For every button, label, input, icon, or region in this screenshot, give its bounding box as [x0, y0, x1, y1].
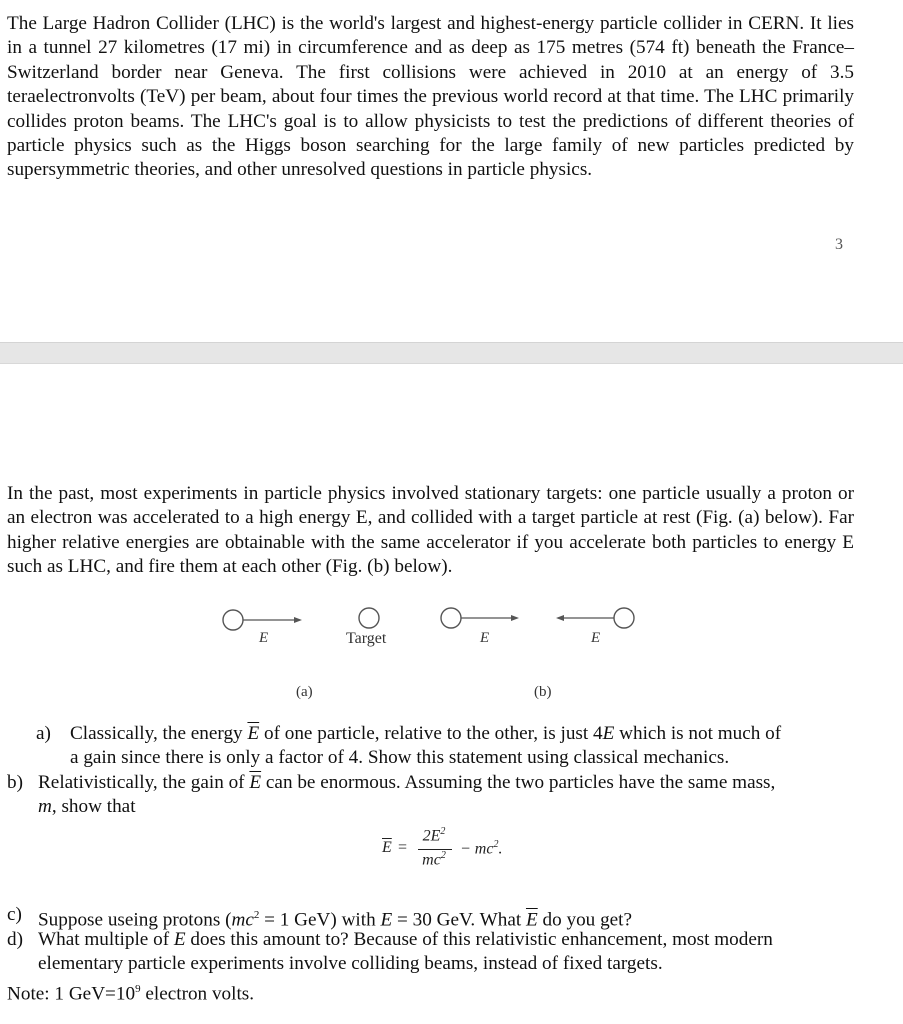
figure-a-energy-label: E — [259, 630, 269, 646]
figure-b-left-arrow-head — [511, 615, 519, 621]
page-number: 3 — [835, 236, 843, 253]
collision-figure — [0, 598, 903, 658]
question-a — [36, 722, 856, 772]
formula-numerator: $2E^2$ — [422, 826, 446, 845]
formula-denominator: $mc^2$ — [422, 850, 446, 869]
question-b-line1: Relativistically, the gain of $\overline{E}$ can be enormous. Assuming the two particles have the same mass, — [38, 772, 776, 793]
question-b-letter: b) — [7, 772, 23, 793]
e-bar-symbol: $\overline{E}$ — [525, 909, 538, 931]
question-d-line2: elementary particle experiments involve colliding beams, instead of fixed targets. — [38, 953, 663, 974]
intro-paragraph: The Large Hadron Collider (LHC) is the world's largest and highest-energy particle collider in CERN. It lies in a tunnel 27 kilometres (17 mi) in circumference and as deep as 175 metres (574 ft) beneath the France–Switzerland border near Geneva. The first collisions were achieved in 2010 at an energy of 3.5 teraelectronvolts (TeV) per beam, about four times the previous world record at that time. The LHC primarily collides proton beams. The LHC's goal is to allow physicists to test the predictions of different theories of particle physics such as the Higgs boson searching for the large family of new particles predicted by supersymmetric theories, and other unresolved questions in particle physics. — [7, 13, 854, 181]
page-break-divider — [0, 342, 903, 364]
question-d — [7, 928, 857, 978]
question-c-letter: c) — [7, 904, 22, 925]
figure-target-label: Target — [346, 630, 387, 647]
figure-caption-a: (a) — [296, 684, 313, 700]
note-line: Note: 1 $GeV=10^9$ electron volts. — [7, 983, 255, 1005]
figure-b-right-arrow-head — [556, 615, 564, 621]
formula-lhs: $\overline{E}$ — [382, 839, 392, 856]
figure-a-particle — [223, 610, 243, 630]
question-c-text: Suppose useing protons ($mc^2 = 1$ GeV) with E = 30 GeV. What $\overline{E}$ do you get? — [38, 909, 633, 931]
e-bar-symbol: $\overline{E}$ — [249, 772, 262, 793]
figure-b-right-particle — [614, 608, 634, 628]
figure-b-left-particle — [441, 608, 461, 628]
figure-a-arrow-head — [294, 617, 302, 623]
question-a-line1: Classically, the energy $\overline{E}$ of one particle, relative to the other, is just 4E which is not much of — [70, 723, 782, 744]
question-a-letter: a) — [36, 723, 51, 744]
figure-caption-b: (b) — [534, 684, 552, 700]
question-d-line1: What multiple of E does this amount to? Because of this relativistic enhancement, most modern — [38, 929, 773, 950]
formula-tail: − $mc^2$. — [460, 839, 503, 858]
question-c — [7, 903, 857, 929]
question-b-line2: m, show that — [38, 796, 136, 817]
question-b — [7, 771, 857, 821]
question-a-line2: a gain since there is only a factor of 4. Show this statement using classical mechanics. — [70, 747, 730, 768]
formula-e-bar — [376, 826, 536, 872]
figure-b-energy-right-label: E — [591, 630, 601, 646]
formula-equals: = — [398, 839, 408, 856]
question-d-letter: d) — [7, 929, 23, 950]
problem-intro-paragraph: In the past, most experiments in particle physics involved stationary targets: one particle usually a proton or an electron was accelerated to a high energy E, and collided with a target particle at rest (Fig. (a) below). Far higher relative energies are obtainable with the same accelerator if you accelerate both particles to energy E such as LHC, and fire them at each other (Fig. (b) below). — [7, 483, 854, 578]
e-bar-symbol: $\overline{E}$ — [247, 723, 260, 744]
figure-b-energy-left-label: E — [480, 630, 490, 646]
figure-a-target — [359, 608, 379, 628]
